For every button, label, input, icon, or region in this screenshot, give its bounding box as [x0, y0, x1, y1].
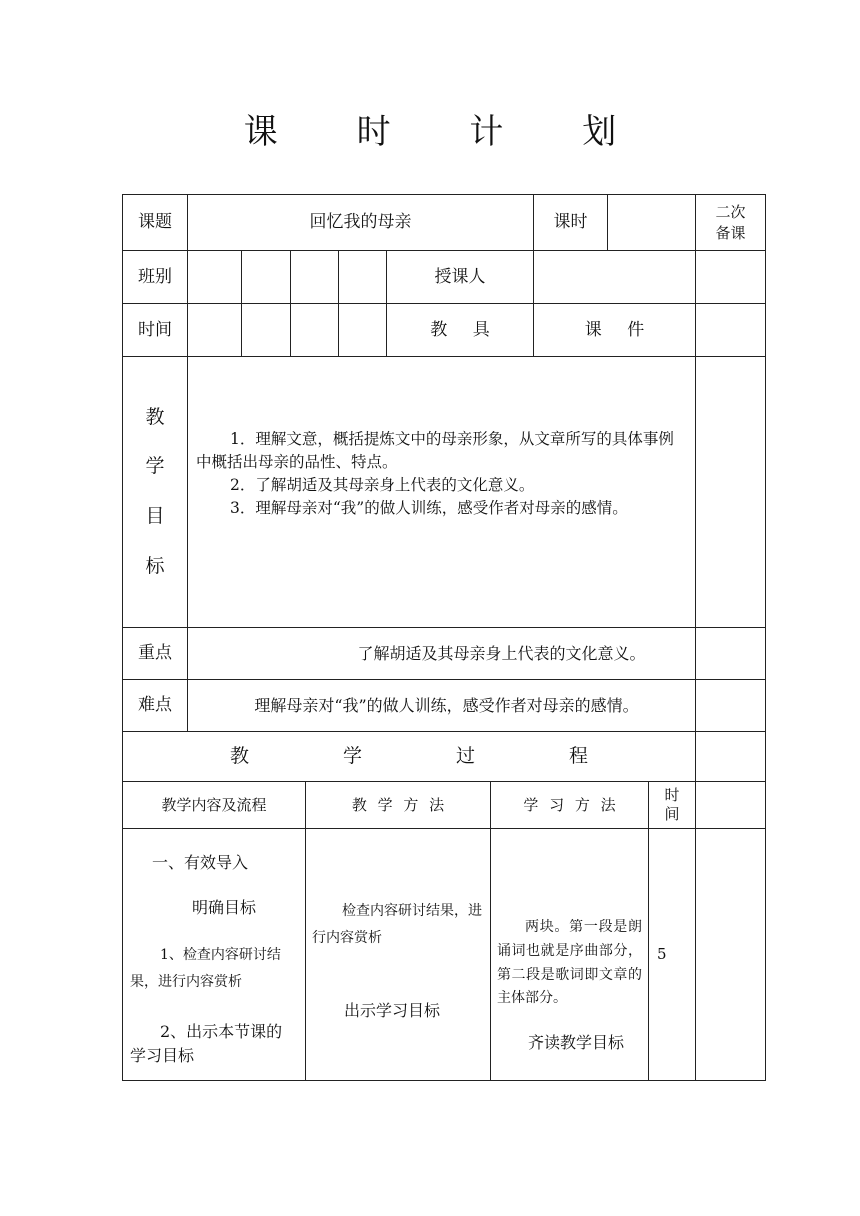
topic-value: 回忆我的母亲 — [187, 194, 534, 251]
content-item-2: 2、出示本节课的学习目标 — [130, 1022, 283, 1065]
col-learning-header — [490, 781, 649, 829]
key-point-value — [187, 627, 696, 680]
objectives-content — [187, 356, 696, 628]
hours-label: 课时 — [533, 194, 608, 251]
review-cell-4 — [695, 356, 766, 628]
content-goal: 明确目标 — [192, 898, 257, 917]
objectives-label-char-2: 学 — [145, 455, 165, 478]
col-time-header-text: 时间 — [664, 785, 680, 823]
teaching-line-2: 出示学习目标 — [344, 1001, 441, 1020]
teaching-line-1: 检查内容研讨结果，进行内容赏析 — [312, 903, 482, 946]
time-label: 时间 — [122, 303, 188, 357]
time-cell-2 — [241, 303, 291, 357]
key-point-label: 重点 — [122, 627, 188, 680]
review-label — [695, 194, 766, 251]
courseware-label — [533, 303, 696, 357]
objective-item-3: 3．理解母亲对“我”的做人训练，感受作者对母亲的感情。 — [230, 499, 628, 518]
objectives-label — [122, 356, 188, 628]
objective-item-1: 1．理解文意，概括提炼文中的母亲形象，从文章所写的具体事例中概括出母亲的品性、特点。 — [196, 429, 674, 471]
class-cell-1 — [187, 250, 242, 304]
time-cell-3 — [290, 303, 339, 357]
difficulty-text: 理解母亲对“我”的做人训练，感受作者对母亲的感情。 — [254, 695, 639, 715]
review-label-text: 二次备课 — [715, 203, 746, 242]
page-title: 课 时 计 划 — [243, 112, 651, 152]
col-time-header — [648, 781, 696, 829]
learning-line-1: 两块。第一段是朗诵词也就是序曲部分，第二段是歌词即文章的主体部分。 — [497, 919, 642, 1007]
review-cell-3 — [695, 303, 766, 357]
difficulty-label: 难点 — [122, 679, 188, 732]
topic-label: 课题 — [122, 194, 188, 251]
objectives-label-char-3: 目 — [145, 505, 165, 527]
class-cell-3 — [290, 250, 339, 304]
time-value-cell — [648, 828, 696, 1081]
time-cell-4 — [338, 303, 387, 357]
process-heading — [122, 731, 696, 782]
col-learning-header-text: 学 习 方 法 — [523, 795, 616, 814]
col-teaching-header — [305, 781, 491, 829]
col-teaching-header-text: 教 学 方 法 — [351, 795, 445, 814]
review-cell-7 — [695, 731, 766, 782]
review-cell-9 — [695, 828, 766, 1081]
col-content-header: 教学内容及流程 — [122, 781, 306, 829]
tools-label — [386, 303, 534, 357]
class-label: 班别 — [122, 250, 188, 304]
objective-item-2: 2．了解胡适及其母亲身上代表的文化意义。 — [230, 476, 535, 494]
teaching-cell — [305, 828, 491, 1081]
courseware-label-text: 课 件 — [584, 319, 645, 340]
hours-value — [607, 194, 696, 251]
content-section: 一、有效导入 — [152, 853, 249, 872]
key-point-text: 了解胡适及其母亲身上代表的文化意义。 — [357, 643, 646, 663]
review-cell-5 — [695, 627, 766, 680]
time-cell-1 — [187, 303, 242, 357]
class-cell-4 — [338, 250, 387, 304]
objectives-label-char-4: 标 — [145, 554, 165, 577]
process-heading-text: 教 学 过 程 — [229, 744, 589, 767]
teacher-label: 授课人 — [386, 250, 534, 304]
objectives-label-char-1: 教 — [145, 405, 165, 428]
class-cell-2 — [241, 250, 291, 304]
review-cell-2 — [695, 250, 766, 304]
review-cell-8 — [695, 781, 766, 829]
time-value: 5 — [657, 945, 667, 963]
teacher-value — [533, 250, 696, 304]
content-item-1: 1、检查内容研讨结果，进行内容赏析 — [130, 947, 281, 990]
tools-label-text: 教 具 — [430, 319, 490, 340]
learning-line-2: 齐读教学目标 — [528, 1033, 625, 1052]
review-cell-6 — [695, 679, 766, 732]
difficulty-value — [187, 679, 696, 732]
